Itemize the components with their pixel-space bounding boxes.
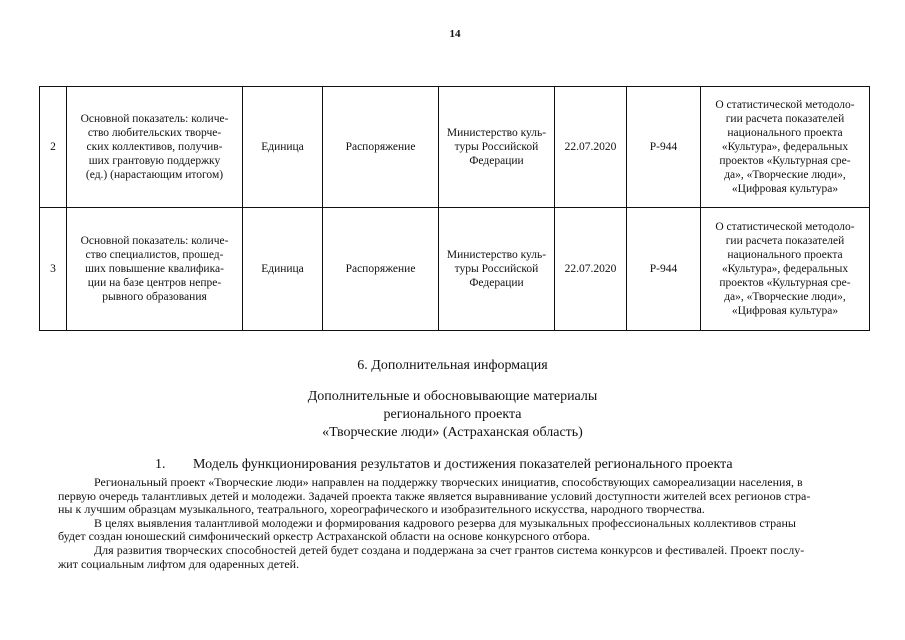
table-row (40, 87, 870, 208)
issuing-body-cell: Министерство куль- туры Российской Федерации (439, 208, 555, 331)
document-title-cell: О статистической методоло- гии расчета показателей национального проекта «Культура», федеральных проектов «Культурная сре- да», «Творческие люди», «Цифровая культура» (701, 87, 870, 208)
model-heading-title: Модель функционирования результатов и достижения показателей регионального проекта (193, 457, 733, 472)
paragraph-line: Региональный проект «Творческие люди» направлен на поддержку творческих инициатив, способствующих самореализации населения, в (94, 475, 803, 489)
paragraph-line: первую очередь талантливых детей и молодежи. Задачей проекта также является выравнивание условий доступности жителей всех регионов стра- (58, 488, 811, 503)
doc-number-cell: Р-944 (627, 87, 701, 208)
model-heading (155, 457, 855, 473)
paragraph-line: Для развития творческих способностей детей будет создана и поддержана за счет грантов система конкурсов и фестивалей. Проект послу- (94, 542, 805, 557)
materials-heading-line: Дополнительные и обосновывающие материалы (307, 389, 598, 404)
unit-cell: Единица (243, 208, 323, 331)
table-row (40, 208, 870, 331)
paragraph-line: В целях выявления талантливой молодежи и формирования кадрового резерва для музыкальных профессиональных коллективов страны (94, 515, 796, 530)
doc-type-cell: Распоряжение (323, 87, 439, 208)
date-cell: 22.07.2020 (555, 87, 627, 208)
materials-heading-line: «Творческие люди» (Астраханская область) (322, 425, 583, 440)
section-title: 6. Дополнительная информация (357, 358, 548, 373)
row-number: 3 (40, 208, 67, 331)
doc-type-cell: Распоряжение (323, 208, 439, 331)
unit-cell: Единица (243, 87, 323, 208)
indicators-table (39, 86, 870, 331)
materials-heading (0, 388, 905, 442)
model-heading-number: 1. (155, 457, 166, 472)
paragraph-line: будет создан юношеский симфонический оркестр Астраханской области на основе конкурсного отбора. (58, 529, 591, 544)
doc-number-cell: Р-944 (627, 208, 701, 331)
row-number: 2 (40, 87, 67, 208)
indicator-name: Основной показатель: количе- ство специалистов, прошед- ших повышение квалифика- ции на базе центров непре- рывного образования (67, 208, 243, 331)
page-number: 14 (449, 28, 461, 40)
date-cell: 22.07.2020 (555, 208, 627, 331)
materials-heading-line: регионального проекта (383, 407, 522, 422)
document-title-cell: О статистической методоло- гии расчета показателей национального проекта «Культура», федеральных проектов «Культурная сре- да», «Творческие люди», «Цифровая культура» (701, 208, 870, 331)
paragraph-line: ны к лучшим образцам музыкального, театрального, хореографического и изобразительного искусства, народного творчества. (58, 502, 705, 517)
paragraph-line: жит социальным лифтом для одаренных детей. (58, 556, 300, 571)
indicator-name: Основной показатель: количе- ство любительских творче- ских коллективов, получив- ших грантовую поддержку (ед.) (нарастающим итогом) (67, 87, 243, 208)
model-body-text (58, 476, 868, 571)
issuing-body-cell: Министерство куль- туры Российской Федерации (439, 87, 555, 208)
